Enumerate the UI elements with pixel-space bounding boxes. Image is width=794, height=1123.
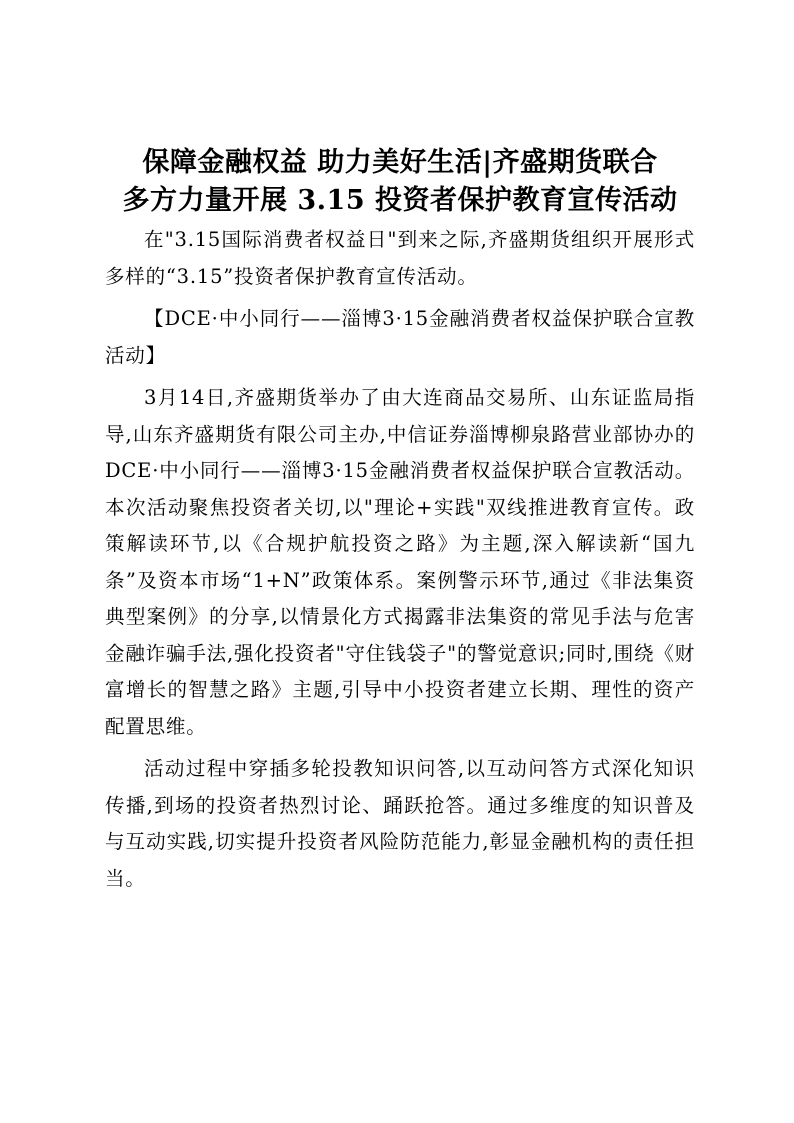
paragraph-section-heading: 【DCE·中小同行——淄博3·15金融消费者权益保护联合宣教活动】 bbox=[105, 307, 695, 367]
document-title bbox=[105, 144, 695, 220]
document-page bbox=[105, 144, 695, 897]
title-line-1: 保障金融权益 助力美好生活|齐盛期货联合 bbox=[142, 147, 658, 178]
paragraph-intro: 在"3.15国际消费者权益日"到来之际,齐盛期货组织开展形式多样的“3.15”投资者保护教育宣传活动。 bbox=[105, 228, 695, 288]
paragraph-interaction: 活动过程中穿插多轮投教知识问答,以互动问答方式深化知识传播,到场的投资者热烈讨论、踊跃抢答。通过多维度的知识普及与互动实践,切实提升投资者风险防范能力,彰显金融机构的责任担当。 bbox=[105, 757, 695, 890]
title-line-2: 多方力量开展 3.15 投资者保护教育宣传活动 bbox=[122, 185, 678, 216]
paragraph-event-details: 3月14日,齐盛期货举办了由大连商品交易所、山东证监局指导,山东齐盛期货有限公司主办,中信证券淄博柳泉路营业部协办的DCE·中小同行——淄博3·15金融消费者权益保护联合宣教活动。本次活动聚焦投资者关切,以"理论+实践"双线推进教育宣传。政策解读环节,以《合规护航投资之路》为主题,深入解读新“国九条”及资本市场“1+N”政策体系。案例警示环节,通过《非法集资典型案例》的分享,以情景化方式揭露非法集资的常见手法与危害金融诈骗手法,强化投资者"守住钱袋子"的警觉意识;同时,围绕《财富增长的智慧之路》主题,引导中小投资者建立长期、理性的资产配置思维。 bbox=[105, 386, 695, 738]
document-body bbox=[105, 222, 695, 897]
